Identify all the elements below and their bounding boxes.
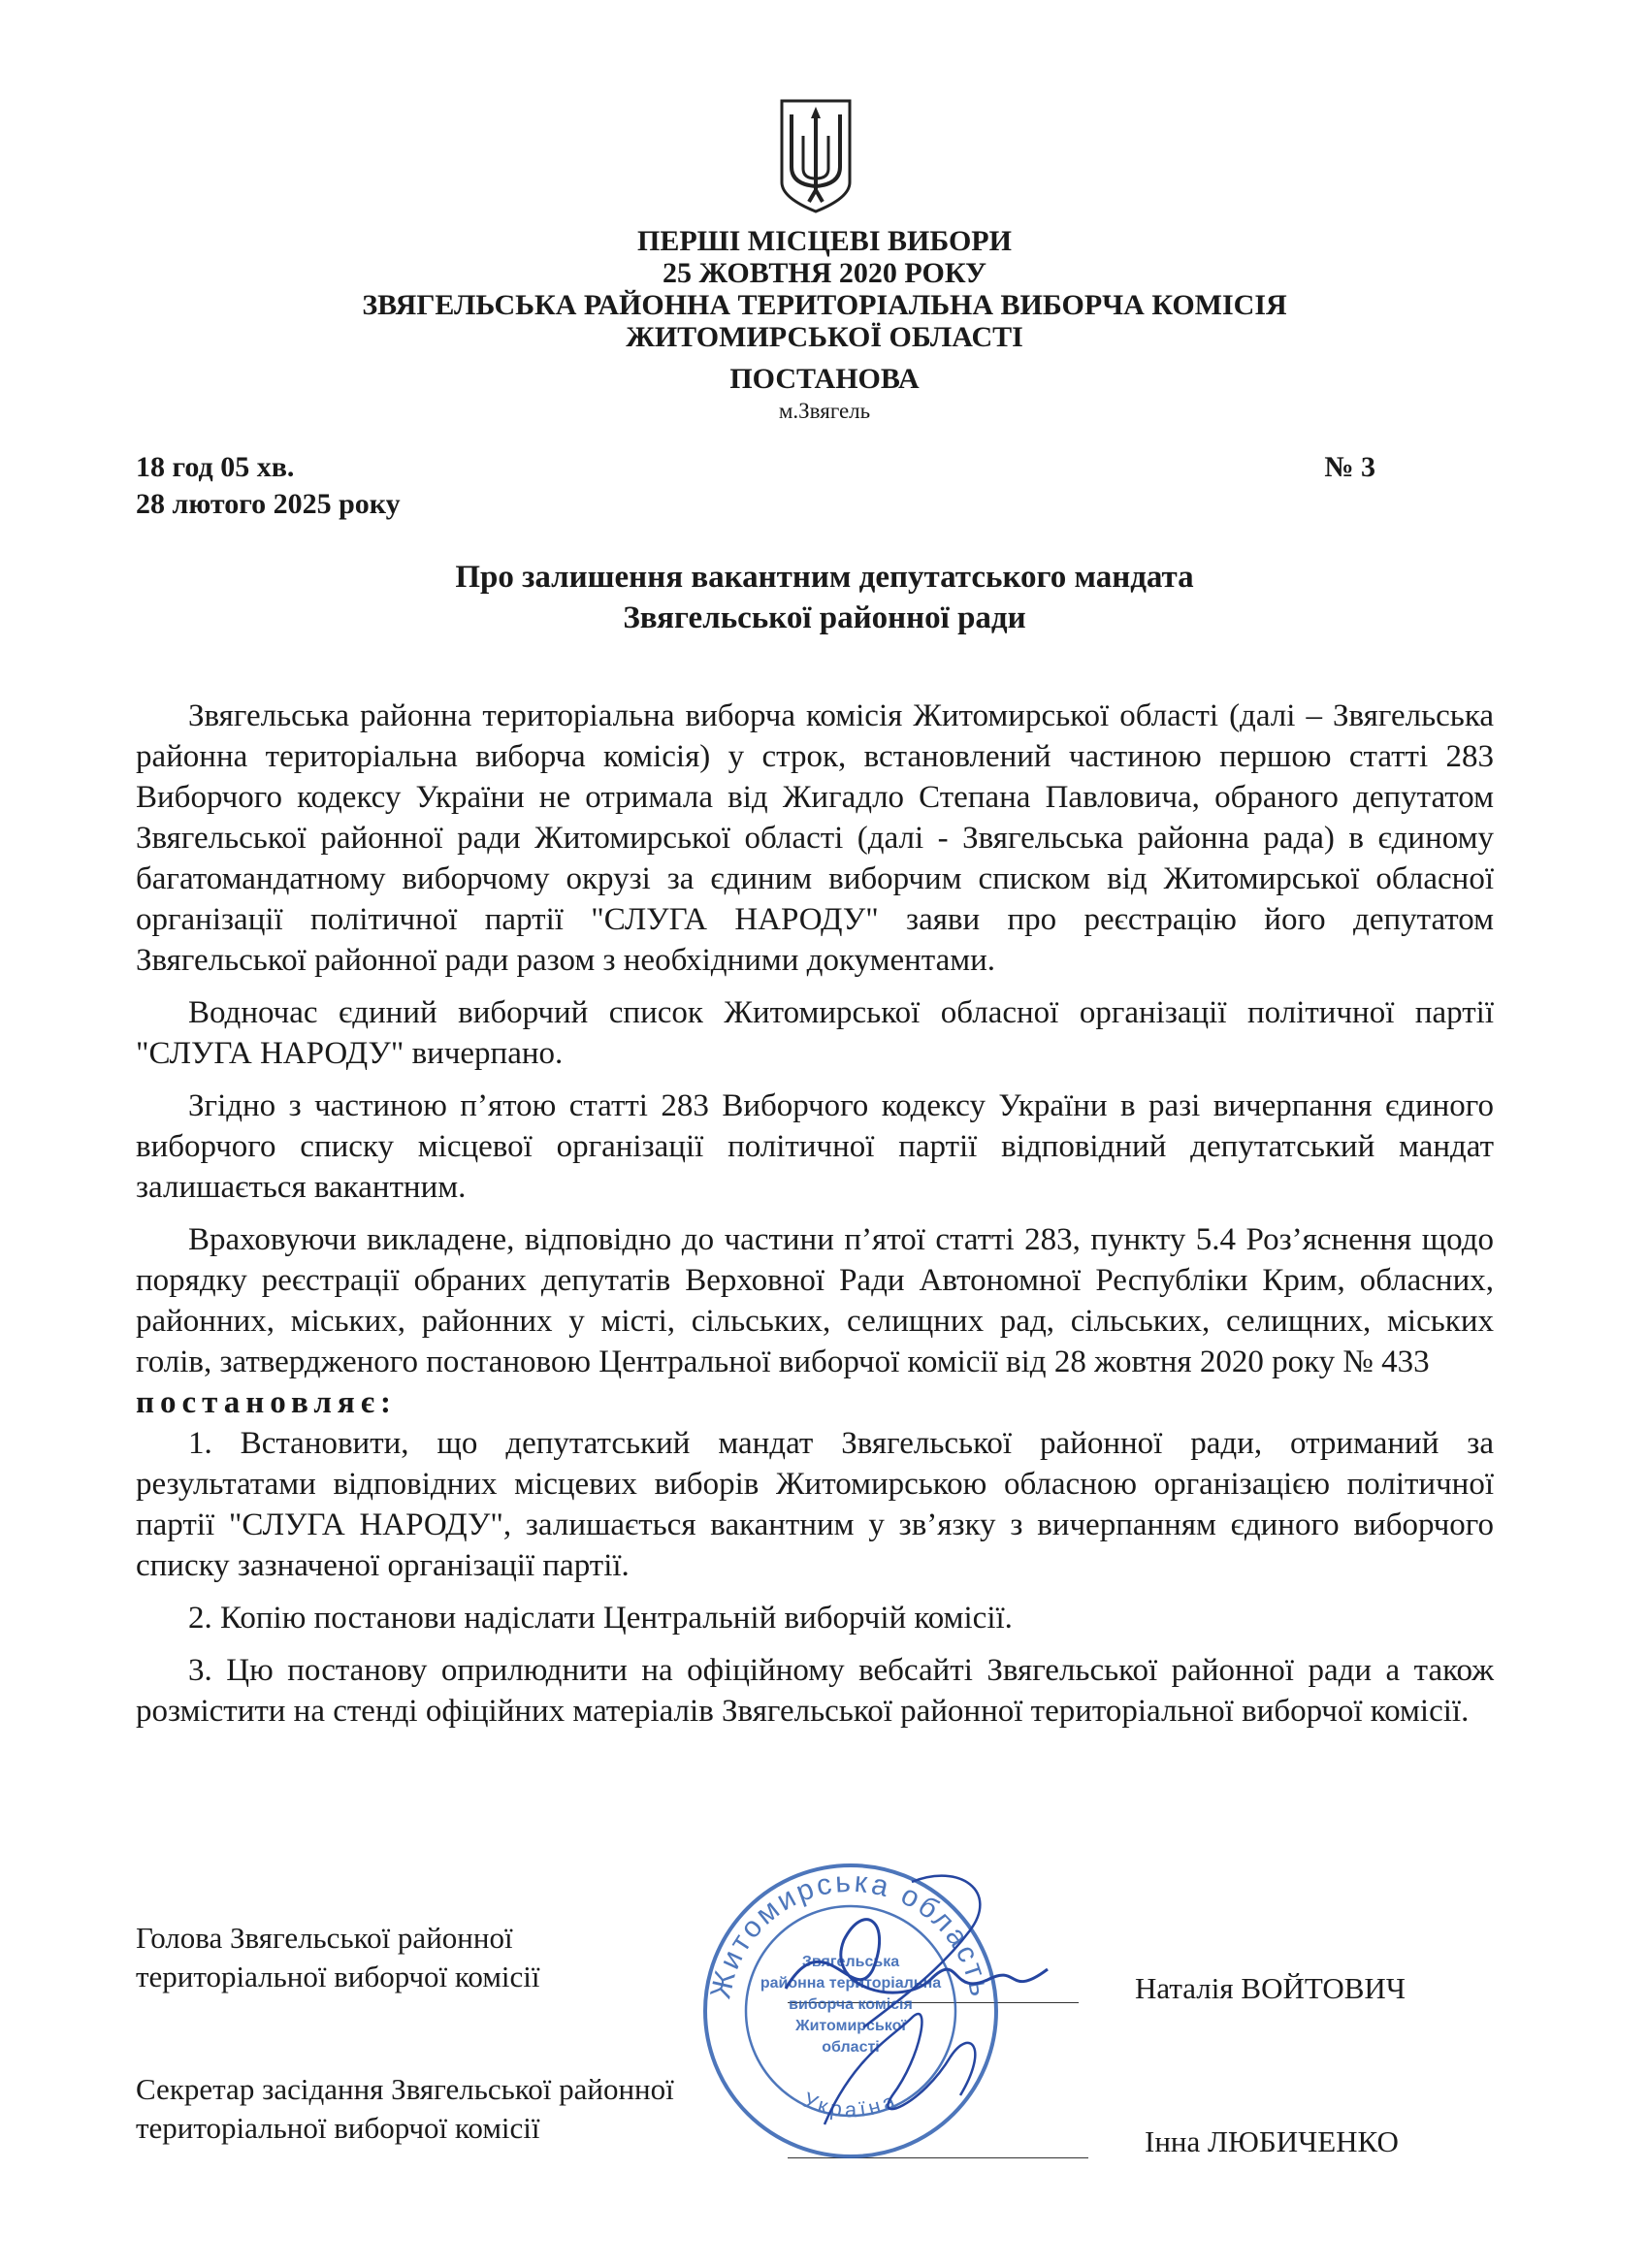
document-time: 18 год 05 хв.	[136, 451, 295, 483]
document-city: м.Звягель	[778, 399, 871, 423]
document-date: 28 лютого 2025 року	[136, 488, 401, 520]
resolution-item-2: 2. Копію постанови надіслати Центральній виборчій комісії.	[188, 1601, 1013, 1636]
paragraph-1: Звягельська районна територіальна виборча комісія Житомирської області (далі – Звягельська районна територіальна виборча комісія) у строк, встановлений частиною першою статті 283 Виборчого кодексу України не отримала від Жигадло Степана Павловича, обраного депутатом Звягельської районної ради Житомирської області (далі - Звягельська районна рада) в єдиному багатомандатному виборчому окрузі за єдиним виборчим списком від Житомирської обласної організації політичної партії "СЛУГА НАРОДУ" заяви про реєстрацію його депутатом Звягельської районної ради разом з необхідними документами.	[136, 698, 1494, 978]
secretary-title-line-1: Секретар засідання Звягельської районної	[136, 2072, 674, 2106]
title-line-1: Про залишення вакантним депутатського мандата	[455, 560, 1194, 595]
paragraph-4: Враховуючи викладене, відповідно до частини п’ятої статті 283, пункту 5.4 Роз’яснення щодо порядку реєстрації обраних депутатів Верховної Ради Автономної Республіки Крим, обласних, районних, міських, районних у місті, сільських, селищних рад, сільських, селищних, міських голів, затвердженого постановою Центральної виборчої комісії від 28 жовтня 2020 року № 433	[136, 1222, 1494, 1379]
resolution-item-1: 1. Встановити, що депутатський мандат Звягельської районної ради, отриманий за результатами відповідних місцевих виборів Житомирською обласною організацією політичної партії "СЛУГА НАРОДУ", залишається вакантним у зв’язку з вичерпанням єдиного виборчого списку зазначеної організації партії.	[136, 1426, 1494, 1583]
resolution-item-3: 3. Цю постанову оприлюднити на офіційному вебсайті Звягельської районної ради а також розмістити на стенді офіційних матеріалів Звягельської районної територіальної виборчої комісії.	[136, 1653, 1494, 1729]
document-title	[0, 557, 1649, 638]
chair-name: Наталія ВОЙТОВИЧ	[1135, 1971, 1406, 2005]
document-type: ПОСТАНОВА	[729, 363, 920, 395]
title-line-2: Звягельської районної ради	[623, 600, 1026, 635]
document-body	[136, 696, 1494, 1732]
secretary-title	[136, 2070, 674, 2148]
document-header	[0, 225, 1649, 426]
stamp-center-line-3: виборча комісія	[789, 1996, 913, 2013]
stamp-center-line-4: Житомирської	[795, 2018, 906, 2034]
paragraph-2: Водночас єдиний виборчий список Житомирської обласної організації політичної партії "СЛУГА НАРОДУ" вичерпано.	[136, 995, 1494, 1071]
stamp-center-line-1: Звягельська	[801, 1954, 900, 1970]
stamp-center-line-2: районна територіальна	[760, 1975, 942, 1992]
secretary-name: Інна ЛЮБИЧЕНКО	[1145, 2124, 1399, 2158]
paragraph-3: Згідно з частиною п’ятою статті 283 Виборчого кодексу України в разі вичерпання єдиного виборчого списку місцевої організації політичної партії відповідний депутатський мандат залишається вакантним.	[136, 1088, 1494, 1205]
chair-title	[136, 1919, 540, 1996]
stamp-ring-text: Житомирська область	[704, 1865, 997, 2002]
resolve-heading: постановляє:	[136, 1385, 397, 1420]
document-datetime	[136, 449, 401, 523]
header-date: 25 ЖОВТНЯ 2020 РОКУ	[662, 257, 987, 289]
handwritten-signatures	[766, 1863, 1077, 2154]
trident-icon	[776, 97, 856, 215]
chair-title-line-1: Голова Звягельської районної	[136, 1921, 513, 1955]
chair-title-line-2: територіальної виборчої комісії	[136, 1960, 540, 1993]
stamp-center-line-5: області	[822, 2039, 880, 2056]
document-number: № 3	[1324, 451, 1375, 483]
header-region: ЖИТОМИРСЬКОЇ ОБЛАСТІ	[626, 321, 1023, 353]
header-elections: ПЕРШІ МІСЦЕВІ ВИБОРИ	[637, 225, 1012, 257]
stamp-bottom-text: Україна	[799, 2087, 902, 2122]
secretary-title-line-2: територіальної виборчої комісії	[136, 2111, 540, 2145]
header-commission: ЗВЯГЕЛЬСЬКА РАЙОННА ТЕРИТОРІАЛЬНА ВИБОРЧА КОМІСІЯ	[362, 289, 1287, 321]
